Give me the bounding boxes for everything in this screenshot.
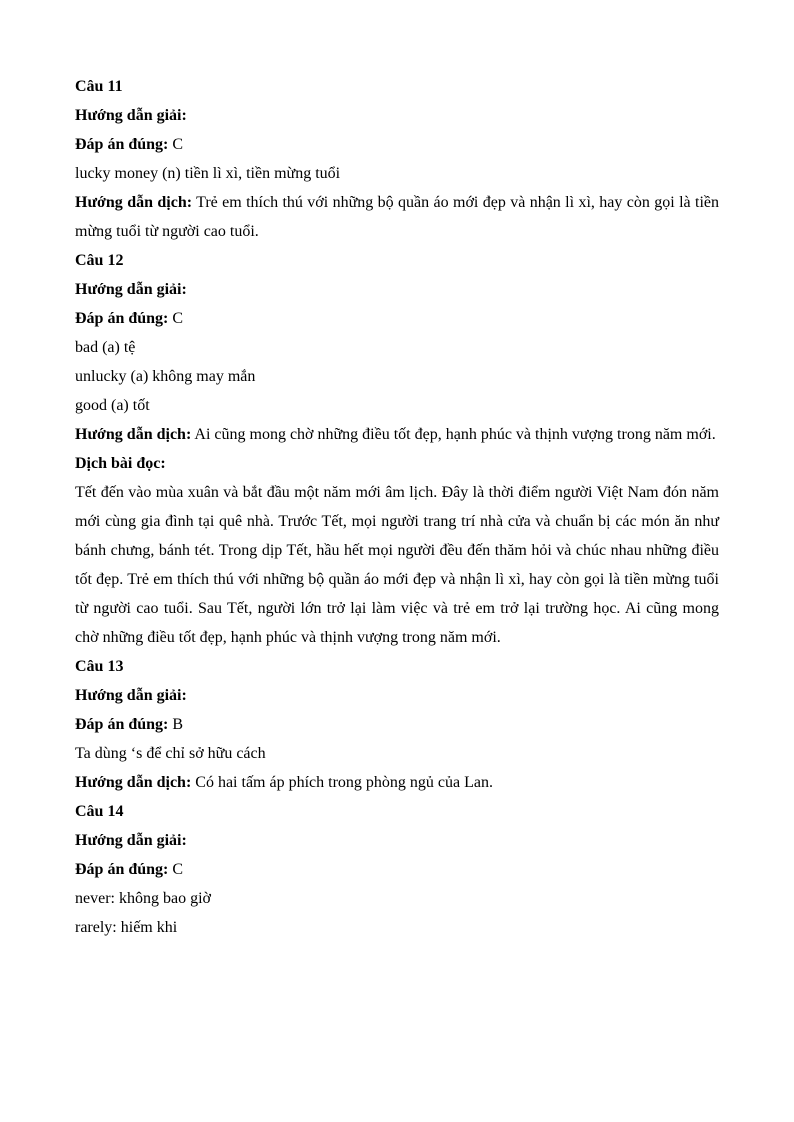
paragraph: [75, 826, 719, 855]
paragraph: [75, 913, 719, 942]
paragraph: [75, 884, 719, 913]
bold-text-run: Hướng dẫn giải:: [75, 832, 187, 849]
paragraph: [75, 304, 719, 333]
bold-text-run: Câu 12: [75, 252, 124, 269]
text-run: C: [168, 310, 184, 327]
bold-text-run: Hướng dẫn dịch:: [75, 194, 193, 211]
paragraph: [75, 130, 719, 159]
paragraph: [75, 478, 719, 652]
bold-text-run: Đáp án đúng:: [75, 861, 169, 878]
paragraph: [75, 391, 719, 420]
paragraph: [75, 449, 719, 478]
bold-text-run: Hướng dẫn dịch:: [75, 426, 192, 443]
bold-text-run: Đáp án đúng:: [75, 310, 169, 327]
bold-text-run: Đáp án đúng:: [75, 716, 169, 733]
text-run: Ta dùng ‘s để chỉ sở hữu cách: [75, 745, 266, 762]
text-run: Trẻ em thích thú với những bộ quần áo mới đẹp và nhận lì xì, hay còn gọi là tiền mừng tuổi từ người cao tuổi.: [75, 194, 719, 240]
bold-text-run: Hướng dẫn giải:: [75, 687, 187, 704]
bold-text-run: Câu 11: [75, 78, 123, 95]
bold-text-run: Câu 14: [75, 803, 124, 820]
text-run: bad (a) tệ: [75, 339, 136, 356]
text-run: rarely: hiếm khi: [75, 919, 178, 936]
text-run: Tết đến vào mùa xuân và bắt đầu một năm mới âm lịch. Đây là thời điểm người Việt Nam đón năm mới cùng gia đình tại quê nhà. Trước Tết, mọi người trang trí nhà cửa và chuẩn bị các món ăn như bánh chưng, bánh tét. Trong dịp Tết, hầu hết mọi người đều đến thăm hỏi và chúc nhau những điều tốt đẹp. Trẻ em thích thú với những bộ quần áo mới đẹp và nhận lì xì, hay còn gọi là tiền mừng tuổi từ người cao tuổi. Sau Tết, người lớn trở lại làm việc và trẻ em trở lại trường học. Ai cũng mong chờ những điều tốt đẹp, hạnh phúc và thịnh vượng trong năm mới.: [75, 484, 719, 646]
text-run: good (a) tốt: [75, 397, 150, 414]
paragraph: [75, 159, 719, 188]
bold-text-run: Đáp án đúng:: [75, 136, 169, 153]
paragraph: [75, 275, 719, 304]
bold-text-run: Hướng dẫn dịch:: [75, 774, 192, 791]
paragraph: [75, 72, 719, 101]
text-run: C: [168, 861, 184, 878]
text-run: lucky money (n) tiền lì xì, tiền mừng tuổi: [75, 165, 341, 182]
text-run: B: [168, 716, 184, 733]
text-run: C: [168, 136, 184, 153]
paragraph: [75, 652, 719, 681]
paragraph: [75, 333, 719, 362]
paragraph: [75, 797, 719, 826]
paragraph: [75, 188, 719, 246]
text-run: Ai cũng mong chờ những điều tốt đẹp, hạnh phúc và thịnh vượng trong năm mới.: [191, 426, 716, 443]
paragraph: [75, 768, 719, 797]
paragraph: [75, 362, 719, 391]
bold-text-run: Câu 13: [75, 658, 124, 675]
paragraph: [75, 710, 719, 739]
document-content: [75, 72, 719, 942]
bold-text-run: Hướng dẫn giải:: [75, 107, 187, 124]
paragraph: [75, 681, 719, 710]
paragraph: [75, 739, 719, 768]
paragraph: [75, 246, 719, 275]
text-run: Có hai tấm áp phích trong phòng ngủ của Lan.: [191, 774, 493, 791]
bold-text-run: Dịch bài đọc:: [75, 455, 166, 472]
text-run: unlucky (a) không may mắn: [75, 368, 256, 385]
paragraph: [75, 101, 719, 130]
bold-text-run: Hướng dẫn giải:: [75, 281, 187, 298]
paragraph: [75, 855, 719, 884]
text-run: never: không bao giờ: [75, 890, 211, 907]
paragraph: [75, 420, 719, 449]
